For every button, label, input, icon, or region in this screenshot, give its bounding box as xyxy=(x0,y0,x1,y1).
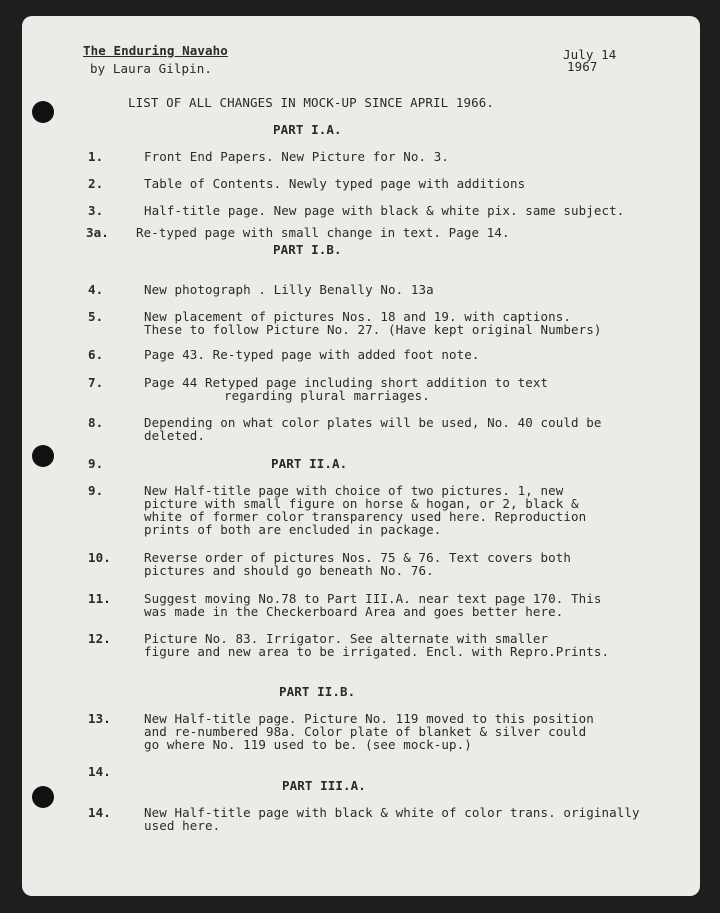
section-heading: PART I.B. xyxy=(273,242,342,257)
item-text: Half-title page. New page with black & white pix. same subject. xyxy=(144,203,625,218)
item-text: go where No. 119 used to be. (see mock-up.) xyxy=(144,737,472,752)
item-number: 8. xyxy=(88,415,104,430)
item-text: prints of both are encluded in package. xyxy=(144,522,442,537)
item-text: New Half-title page with black & white of color trans. originally xyxy=(144,805,640,820)
document-page xyxy=(22,16,700,896)
item-text: pictures and should go beneath No. 76. xyxy=(144,563,434,578)
item-number: 11. xyxy=(88,591,111,606)
list-heading: LIST OF ALL CHANGES IN MOCK-UP SINCE APRIL 1966. xyxy=(128,95,495,110)
item-number: 3a. xyxy=(86,225,109,240)
item-text: regarding plural marriages. xyxy=(224,388,430,403)
section-heading: PART II.B. xyxy=(279,684,356,699)
item-text: was made in the Checkerboard Area and goes better here. xyxy=(144,604,564,619)
binder-hole xyxy=(32,445,54,467)
item-number: 4. xyxy=(88,282,104,297)
binder-hole xyxy=(32,786,54,808)
item-text: Table of Contents. Newly typed page with additions xyxy=(144,176,526,191)
item-text: deleted. xyxy=(144,428,206,443)
item-number: 1. xyxy=(88,149,104,164)
item-text: Page 44 Retyped page including short addition to text xyxy=(144,375,549,390)
item-number: 9. xyxy=(88,456,104,471)
item-number: 10. xyxy=(88,550,111,565)
section-heading: PART I.A. xyxy=(273,122,342,137)
item-text: picture with small figure on horse & hogan, or 2, black & xyxy=(144,496,579,511)
date-line: July 14 xyxy=(563,47,617,62)
item-number: 7. xyxy=(88,375,104,390)
item-number: 3. xyxy=(88,203,104,218)
item-number: 6. xyxy=(88,347,104,362)
binder-hole xyxy=(32,101,54,123)
item-text: Re-typed page with small change in text. Page 14. xyxy=(136,225,510,240)
item-text: Depending on what color plates will be used, No. 40 could be xyxy=(144,415,602,430)
date-year: 1967 xyxy=(567,59,598,74)
item-text: These to follow Picture No. 27. (Have kept original Numbers) xyxy=(144,322,602,337)
item-number: 13. xyxy=(88,711,111,726)
item-number: 12. xyxy=(88,631,111,646)
item-text: used here. xyxy=(144,818,221,833)
item-text: Front End Papers. New Picture for No. 3. xyxy=(144,149,450,164)
author-line: by Laura Gilpin. xyxy=(90,61,213,76)
item-text: white of former color transparency used here. Reproduction xyxy=(144,509,587,524)
item-text: New Half-title page. Picture No. 119 moved to this position xyxy=(144,711,594,726)
item-text: Page 43. Re-typed page with added foot note. xyxy=(144,347,480,362)
item-text: and re-numbered 98a. Color plate of blanket & silver could xyxy=(144,724,587,739)
item-text: New placement of pictures Nos. 18 and 19. with captions. xyxy=(144,309,572,324)
item-text: Reverse order of pictures Nos. 75 & 76. Text covers both xyxy=(144,550,572,565)
item-number: 14. xyxy=(88,764,111,779)
section-heading: PART III.A. xyxy=(282,778,366,793)
item-text: Picture No. 83. Irrigator. See alternate with smaller xyxy=(144,631,549,646)
document-title: The Enduring Navaho xyxy=(83,43,228,58)
item-number: 14. xyxy=(88,805,111,820)
item-text: New Half-title page with choice of two pictures. 1, new xyxy=(144,483,564,498)
item-number: 9. xyxy=(88,483,104,498)
item-text: figure and new area to be irrigated. Encl. with Repro.Prints. xyxy=(144,644,610,659)
item-number: 5. xyxy=(88,309,104,324)
section-heading: PART II.A. xyxy=(271,456,348,471)
item-text: New photograph . Lilly Benally No. 13a xyxy=(144,282,434,297)
item-number: 2. xyxy=(88,176,104,191)
item-text: Suggest moving No.78 to Part III.A. near text page 170. This xyxy=(144,591,602,606)
